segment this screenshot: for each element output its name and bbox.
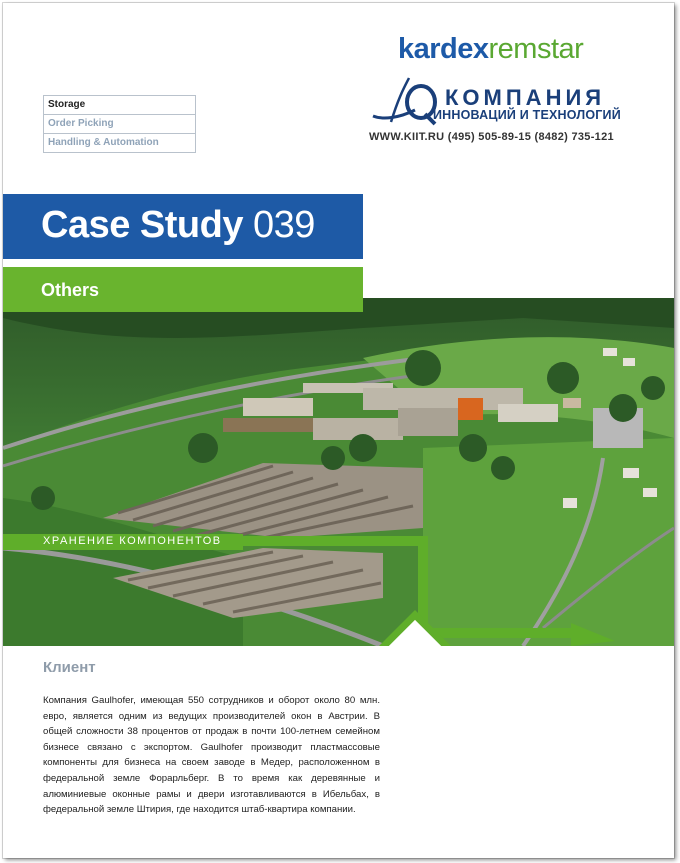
contact-line: WWW.KIIT.RU (495) 505-89-15 (8482) 735-121 bbox=[369, 131, 614, 143]
company-title: КОМПАНИЯ bbox=[445, 85, 606, 110]
category-handling-automation: Handling & Automation bbox=[48, 137, 159, 148]
company-subtitle: ИННОВАЦИЙ И ТЕХНОЛОГИЙ bbox=[433, 108, 621, 122]
category-storage: Storage bbox=[44, 96, 195, 115]
category-order-picking: Order Picking bbox=[44, 115, 195, 134]
client-paragraph: Компания Gaulhofer, имеющая 550 сотрудников и оборот около 80 млн. евро, является одним из ведущих производителей окон в Австрии. В общей сложности 38 процентов от продаж в почти 100-летнем семейном бизнесе связано с экспортом. Gaulhofer производит пластмассовые компоненты для бизнеса на своем заводе в Медер, расположенном в федеральной земле Форарльберг. В то время как деревянные и алюминиевые оконные рамы и двери изготавливаются в Ибельбах, в федеральной земле Штирия, где находится штаб-квартира компании. bbox=[43, 695, 380, 816]
case-study-title bbox=[41, 204, 315, 247]
case-study-band bbox=[3, 194, 363, 259]
case-category: Others bbox=[41, 280, 100, 300]
case-study-word: Case Study bbox=[41, 204, 243, 246]
photo-overlay-label: ХРАНЕНИЕ КОМПОНЕНТОВ bbox=[43, 535, 222, 547]
logo-remstar-word: remstar bbox=[488, 33, 584, 65]
kiit-emblem-icon bbox=[369, 76, 441, 128]
aerial-factory-photo bbox=[3, 298, 674, 646]
category-list bbox=[43, 95, 196, 153]
brochure-page bbox=[3, 3, 674, 858]
case-study-number: 039 bbox=[253, 204, 315, 246]
kardex-remstar-logo bbox=[398, 33, 583, 66]
category-band bbox=[3, 267, 363, 312]
client-heading: Клиент bbox=[43, 659, 96, 676]
logo-kardex-word: kardex bbox=[398, 33, 489, 65]
